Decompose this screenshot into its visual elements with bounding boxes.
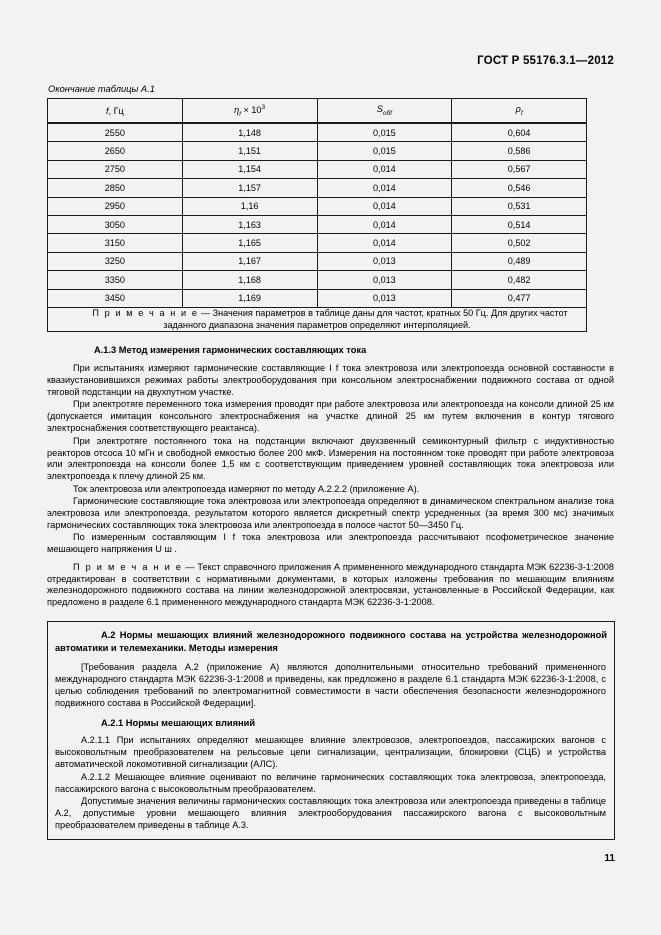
cell-rho: 0,489 xyxy=(452,252,587,270)
paragraph-a211: А.2.1.1 При испытаниях определяют мешающее влияние электровозов, электропоездов, пассажирских вагонов с высоковольтным преобразователем на рельсовые цепи сигнализации, централизации, блокировки (СЦБ) и устройства автоматической локомотивной сигнализации (АЛС). xyxy=(55,735,606,770)
table-row xyxy=(48,271,587,289)
section-a2-box xyxy=(47,621,615,839)
column-header-s-ob: $S_{обf}$ xyxy=(317,99,452,124)
section-title-a2: А.2 Нормы мешающих влияний железнодорожного подвижного состава на устройства железнодорожной автоматики и телемеханики. Методы измерения xyxy=(55,630,607,653)
paragraph-a13-3: При электротяге постоянного тока на подстанции включают двухзвенный семиконтурный фильтр с индуктивностью реакторов отсоса 10 мГн и свободной емкостью более 200 мкФ. Измерения на постоянном токе проводят при работе электровоза или электропоезда на консоли более 1,5 км с соответствующим приведением уровней составляющих тока электровоза или электропоезда к плечу длиной 25 км. xyxy=(47,435,614,482)
cell-rho: 0,514 xyxy=(452,215,587,233)
table-note-cell xyxy=(48,307,587,331)
cell-frequency: 2650 xyxy=(48,142,183,160)
note-label: П р и м е ч а н и е xyxy=(73,561,183,572)
cell-frequency: 3250 xyxy=(48,252,183,270)
column-header-frequency: f, Гц xyxy=(48,99,183,124)
cell-s-ob: 0,015 xyxy=(317,142,452,160)
cell-frequency: 3450 xyxy=(48,289,183,307)
table-note-label: П р и м е ч а н и е xyxy=(92,307,199,318)
paragraph-a2-tables: Допустимые значения величины гармонических составляющих тока электровоза или электропоезда приведены в таблице А.2, допустимые уровни мешающего влияния электрооборудования пассажирского вагона с высоковольтным преобразователем приведены в таблице А.3. xyxy=(55,795,606,830)
cell-rho: 0,502 xyxy=(452,234,587,252)
paragraph-a13-1: При испытаниях измеряют гармонические составляющие I f тока электровоза или электропоезда основной составности в квазиустановившихся режимах работы электрооборудования при консольном электроснабжении подвижного состава от одной тяговой подстанции на двухпутном участке. xyxy=(47,363,614,397)
table-row xyxy=(48,142,587,160)
cell-eta: 1,154 xyxy=(182,160,317,178)
cell-s-ob: 0,013 xyxy=(317,271,452,289)
cell-rho: 0,567 xyxy=(452,160,587,178)
section-subheading-a21: А.2.1 Нормы мешающих влияний xyxy=(101,718,256,729)
cell-eta: 1,165 xyxy=(182,234,317,252)
cell-frequency: 2850 xyxy=(48,179,183,197)
paragraph-a13-5: Гармонические составляющие тока электровоза или электропоезда определяют в динамическом спектральном анализе тока электровоза или электропоезда, результатом которого является дискретный спектр усредненных (за время 300 мс) значимых гармонических составляющих тока электровоза или электропоезда в полосе частот 50—3450 Гц. xyxy=(47,496,614,530)
cell-frequency: 3050 xyxy=(48,215,183,233)
cell-frequency: 2550 xyxy=(48,123,183,142)
cell-s-ob: 0,014 xyxy=(317,179,452,197)
table-row xyxy=(48,197,587,215)
table-row xyxy=(48,160,587,178)
table-row xyxy=(48,215,587,233)
cell-eta: 1,151 xyxy=(182,142,317,160)
cell-eta: 1,148 xyxy=(182,123,317,142)
page-content xyxy=(47,55,615,840)
cell-s-ob: 0,013 xyxy=(317,252,452,270)
paragraph-a13-6: По измеренным составляющим I f тока электровоза или электропоезда рассчитывают псофометрическое значение мешающего напряжения U ш . xyxy=(47,532,614,555)
table-row xyxy=(48,179,587,197)
section-heading-a13: А.1.3 Метод измерения гармонических составляющих тока xyxy=(94,345,367,356)
table-header-row xyxy=(48,99,587,124)
table-caption: Окончание таблицы А.1 xyxy=(48,84,155,94)
cell-eta: 1,157 xyxy=(182,179,317,197)
cell-eta: 1,168 xyxy=(182,271,317,289)
paragraph-a212: А.2.1.2 Мешающее влияние оценивают по величине гармонических составляющих тока электровоза, электропоезда, пассажирского вагона с высоковольтным преобразователем. xyxy=(55,771,606,794)
paragraph-a13-4: Ток электровоза или электропоезда измеряют по методу А.2.2.2 (приложение А). xyxy=(73,483,420,494)
cell-eta: 1,16 xyxy=(182,197,317,215)
table-row xyxy=(48,123,587,142)
cell-frequency: 3350 xyxy=(48,271,183,289)
cell-rho: 0,604 xyxy=(452,123,587,142)
paragraph-a13-2: При электротяге переменного тока измерения проводят при работе электровоза или электропоезда на консоли длиной 25 км (допускается имитация консольного электроснабжения на участке длиной 25 км путем включения в контур тягового электроснабжения соответствующего реактанса). xyxy=(47,399,614,434)
cell-frequency: 3150 xyxy=(48,234,183,252)
cell-eta: 1,167 xyxy=(182,252,317,270)
table-header xyxy=(48,99,587,124)
cell-rho: 0,546 xyxy=(452,179,587,197)
cell-s-ob: 0,013 xyxy=(317,289,452,307)
page-number: 11 xyxy=(604,853,615,864)
standard-reference: ГОСТ Р 55176.3.1—2012 xyxy=(477,55,614,67)
cell-eta: 1,169 xyxy=(182,289,317,307)
table-row xyxy=(48,289,587,307)
cell-rho: 0,586 xyxy=(452,142,587,160)
table-body xyxy=(48,123,587,332)
column-header-eta: $\eta_f \times 10^3$ xyxy=(182,99,317,124)
table-row xyxy=(48,234,587,252)
cell-rho: 0,477 xyxy=(452,289,587,307)
cell-eta: 1,163 xyxy=(182,215,317,233)
table-note-row xyxy=(48,307,587,331)
cell-frequency: 2750 xyxy=(48,160,183,178)
section-note-a13 xyxy=(47,562,615,610)
cell-rho: 0,531 xyxy=(452,197,587,215)
note-text: — Текст справочного приложения А примененного международного стандарта МЭК 62236-3-1:2008 отредактирован в соответствии с нормативными документами, в которых изложены требования по мешающим влияниям железнодорожного подвижного состава на линии железнодорожной электросвязи, установленные в Российской Федерации, как предложено в разделе 6.1 примененного международного стандарта МЭК 62236-3-1:2008. xyxy=(47,561,614,608)
cell-s-ob: 0,014 xyxy=(317,197,452,215)
cell-s-ob: 0,014 xyxy=(317,215,452,233)
column-header-rho: $\rho_f$ xyxy=(452,99,587,124)
table-row xyxy=(48,252,587,270)
cell-s-ob: 0,014 xyxy=(317,160,452,178)
cell-rho: 0,482 xyxy=(452,271,587,289)
table-note-text: — Значения параметров в таблице даны для частот, кратных 50 Гц. Для других частот заданного диапазона значения параметров определяют интерполяцией. xyxy=(163,307,568,330)
cell-s-ob: 0,015 xyxy=(317,123,452,142)
cell-frequency: 2950 xyxy=(48,197,183,215)
paragraph-a2-intro: [Требования раздела А.2 (приложение А) являются дополнительными относительно требований примененного международного стандарта МЭК 62236-3-1:2008 и приведены, как предложено в разделе 6.1 стандарта МЭК 62236-3-1:2008, с целью соблюдения требований по электромагнитной совместимости в части обеспечения безопасности железнодорожного подвижного состава в Российской Федерации]. xyxy=(55,661,606,708)
cell-s-ob: 0,014 xyxy=(317,234,452,252)
parameters-table xyxy=(47,98,587,332)
